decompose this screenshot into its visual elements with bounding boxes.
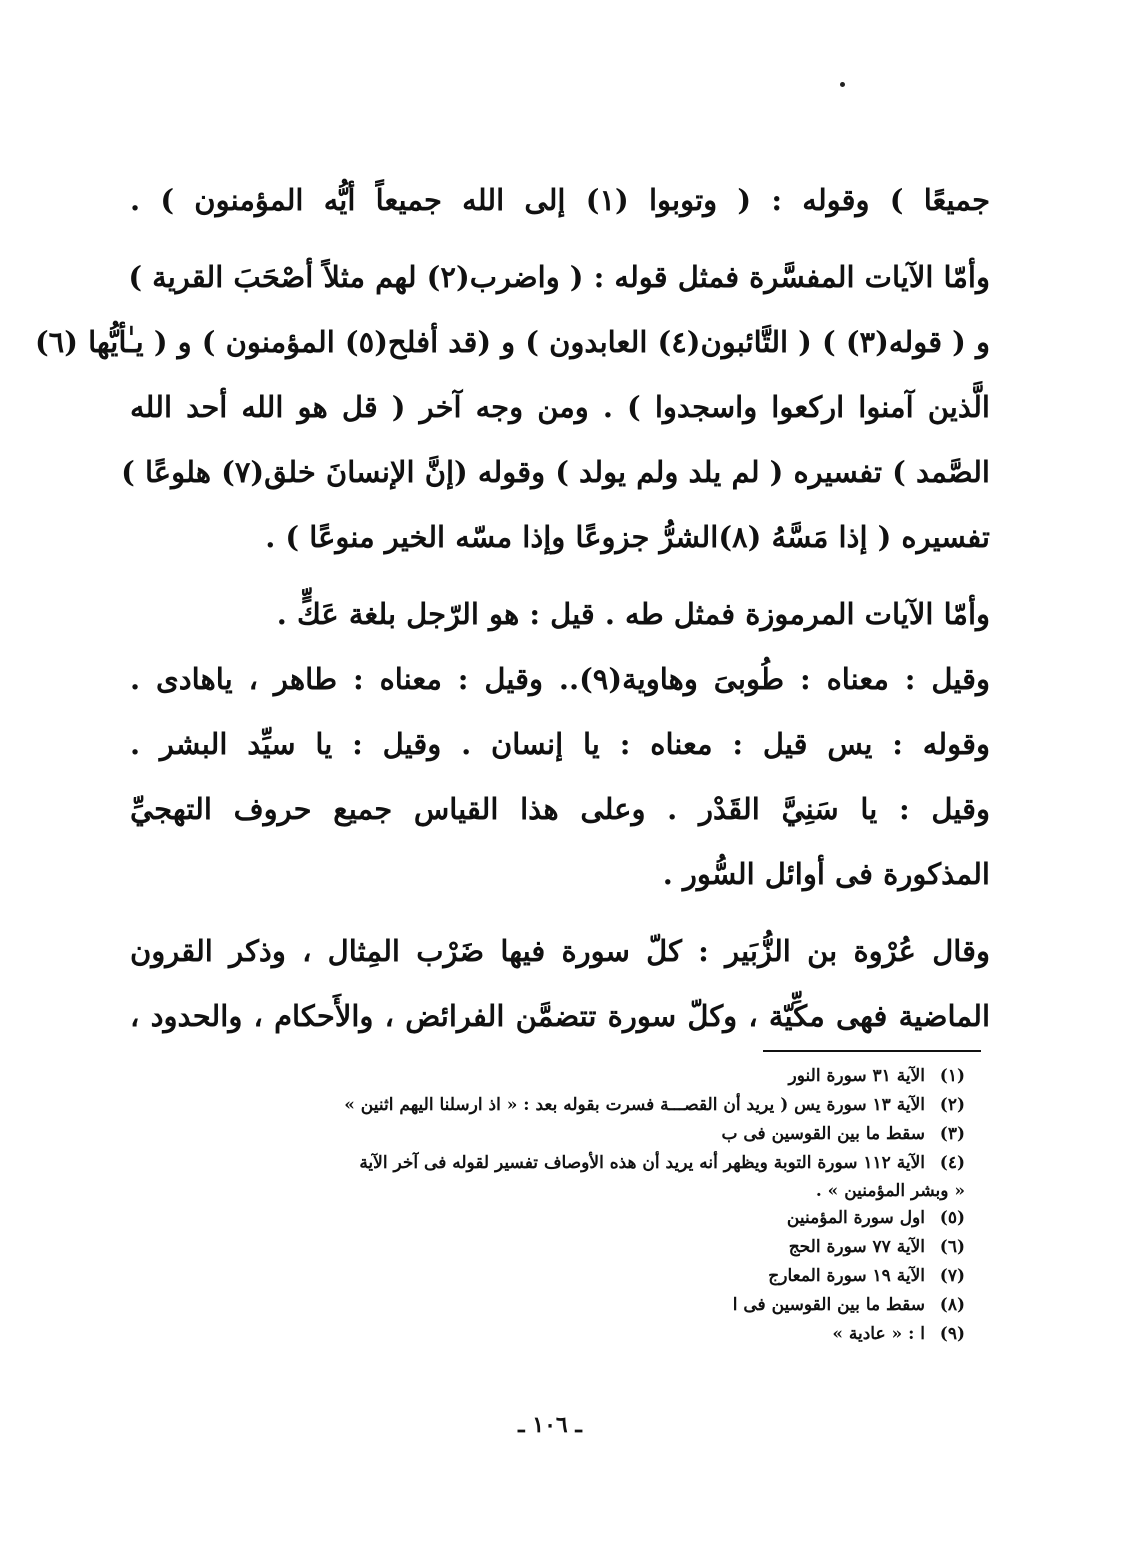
text-line: جميعًا ) وقوله : ( وتوبوا (١) إلى الله جميعاً أيُّه المؤمنون ) . <box>130 183 990 217</box>
footnote-number: (١) <box>939 1066 965 1086</box>
footnote-number: (٩) <box>939 1324 965 1344</box>
footnotes <box>135 1062 965 1349</box>
footnote-item <box>135 1091 965 1120</box>
text-line: وقال عُرْوة بن الزُّبَير : كلّ سورة فيها ضَرْب المِثال ، وذكر القرون <box>130 934 990 968</box>
footnote-number: (٣) <box>939 1124 965 1144</box>
footnote-number: (٢) <box>939 1095 965 1115</box>
ink-speck <box>840 82 845 87</box>
footnote-item <box>135 1120 965 1149</box>
text-line: وأمّا الآيات المرموزة فمثل طه . قيل : هو الرّجل بلغة عَكٍّ . <box>276 597 990 631</box>
footnote-item <box>135 1291 965 1320</box>
footnote-text: الآية ١٩ سورة المعارج <box>768 1266 925 1286</box>
text-line: وقيل : معناه : طُوبىَ وهاوية(٩).. وقيل : معناه : طاهر ، ياهادى . <box>130 662 990 696</box>
text-line: الصَّمد ) تفسيره ( لم يلد ولم يولد ) وقوله (إنَّ الإنسانَ خلق(٧) هلوعًا ) <box>121 455 990 489</box>
footnote-number: (٥) <box>939 1208 965 1228</box>
footnote-number: (٤) <box>939 1153 965 1173</box>
footnote-text: سقط ما بين القوسين فى ب <box>721 1124 925 1144</box>
text-line: الماضية فهى مكِّيّة ، وكلّ سورة تتضمَّن الفرائض ، والأَحكام ، والحدود ، <box>130 999 990 1033</box>
footnote-number: (٧) <box>939 1266 965 1286</box>
text-line: تفسيره ( إذا مَسَّهُ (٨)الشرُّ جزوعًا وإذا مسّه الخير منوعًا ) . <box>265 520 990 554</box>
text-line: وأمّا الآيات المفسَّرة فمثل قوله : ( واضرب(٢) لهم مثلاً أصْحَبَ القرية ) <box>128 260 990 294</box>
footnote-item <box>135 1320 965 1349</box>
footnote-item <box>135 1062 965 1091</box>
footnote-text: ا : « عادية » <box>832 1324 925 1344</box>
footnote-text: الآية ٧٧ سورة الحج <box>788 1237 925 1257</box>
footnote-item <box>135 1204 965 1233</box>
main-text-block <box>34 168 990 1049</box>
text-line: وقيل : يا سَنِيَّ القَدْر . وعلى هذا القياس جميع حروف التهجيِّ <box>130 792 990 826</box>
page-number: ـ ١٠٦ ـ <box>518 1412 582 1438</box>
footnote-item <box>135 1233 965 1262</box>
footnote-text: اول سورة المؤمنين <box>786 1208 925 1228</box>
text-line: الَّذين آمنوا اركعوا واسجدوا ) . ومن وجه آخر ( قل هو الله أحد الله <box>130 390 990 424</box>
footnote-text: سقط ما بين القوسين فى ا <box>732 1295 925 1315</box>
footnote-text: الآية ١١٢ سورة التوبة ويظهر أنه يريد أن هذه الأوصاف تفسير لقوله فى آخر الآية <box>359 1153 925 1173</box>
footnote-number: (٨) <box>939 1295 965 1315</box>
text-line: و ( قوله(٣) ) ( التَّائبون(٤) العابدون ) و (قد أفلح(٥) المؤمنون ) و ( يـٰأيُّها (٦) <box>34 325 990 359</box>
text-line: المذكورة فى أوائل السُّور . <box>662 857 990 891</box>
footnote-number: (٦) <box>939 1237 965 1257</box>
text-line: وقوله : يس قيل : معناه : يا إنسان . وقيل : يا سيِّد البشر . <box>130 727 990 761</box>
footnote-separator <box>763 1050 981 1052</box>
footnote-text: الآية ١٣ سورة يس ( يريد أن القصـــة فسرت بقوله بعد : « اذ ارسلنا اليهم اثنين » <box>344 1095 925 1115</box>
footnote-text: الآية ٣١ سورة النور <box>788 1066 925 1086</box>
footnote-item <box>135 1262 965 1291</box>
footnote-item <box>135 1149 965 1178</box>
footnote-continuation: « وبشر المؤمنين » . <box>815 1181 965 1201</box>
